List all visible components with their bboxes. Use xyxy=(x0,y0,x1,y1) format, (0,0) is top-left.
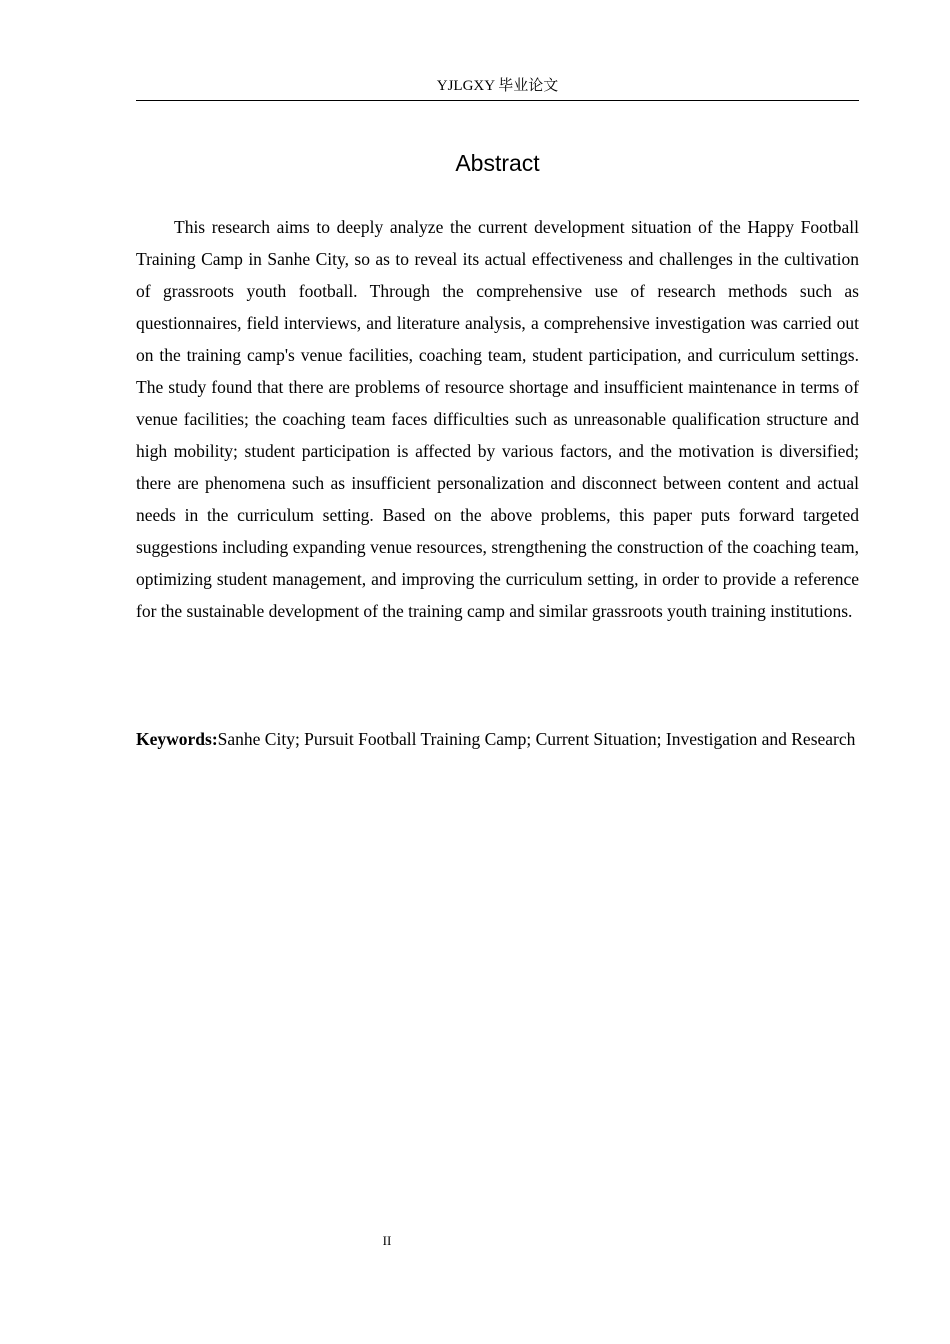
keywords-label: Keywords: xyxy=(136,729,218,749)
abstract-body: This research aims to deeply analyze the current development situation of the Happy Football Training Camp in Sanhe City, so as to reveal its actual effectiveness and challenges in the cultivation of grassroots youth football. Through the comprehensive use of research methods such as questionnaires, field interviews, and literature analysis, a comprehensive investigation was carried out on the training camp's venue facilities, coaching team, student participation, and curriculum settings. The study found that there are problems of resource shortage and insufficient maintenance in terms of venue facilities; the coaching team faces difficulties such as unreasonable qualification structure and high mobility; student participation is affected by various factors, and the motivation is diversified; there are phenomena such as insufficient personalization and disconnect between content and actual needs in the curriculum setting. Based on the above problems, this paper puts forward targeted suggestions including expanding venue resources, strengthening the construction of the coaching team, optimizing student management, and improving the curriculum setting, in order to provide a reference for the sustainable development of the training camp and similar grassroots youth training institutions. xyxy=(136,217,859,621)
header-divider xyxy=(136,100,859,101)
running-header: YJLGXY 毕业论文 xyxy=(436,78,559,94)
abstract-title: Abstract xyxy=(455,150,540,176)
page-number: II xyxy=(382,1233,392,1248)
keywords-text: Sanhe City; Pursuit Football Training Camp; Current Situation; Investigation and Research xyxy=(217,729,856,749)
keywords-paragraph xyxy=(136,723,859,755)
